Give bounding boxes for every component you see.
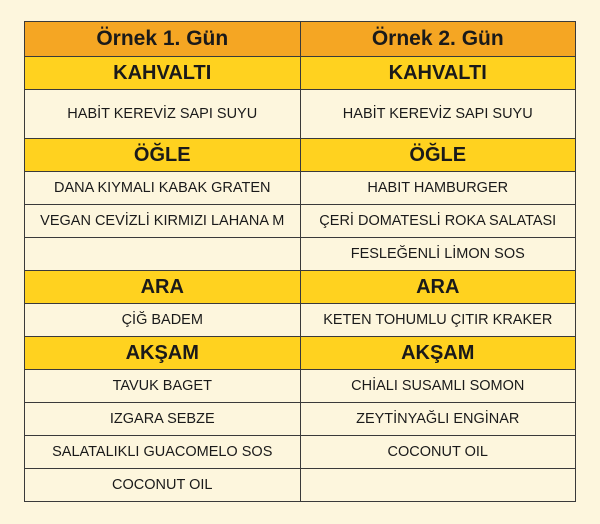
meal-item: COCONUT OIL [25,469,301,502]
meal-item: HABIT HAMBURGER [300,172,576,205]
table-row [25,469,576,502]
day-1-header: Örnek 1. Gün [25,22,301,57]
table-row [25,403,576,436]
section-label: ARA [300,271,576,304]
table-row [25,370,576,403]
meal-item: ÇERİ DOMATESLİ ROKA SALATASI [300,205,576,238]
section-label: ÖĞLE [25,139,301,172]
section-label: ARA [25,271,301,304]
table-row [25,436,576,469]
section-row-breakfast [25,57,576,90]
section-row-snack [25,271,576,304]
table-row [25,238,576,271]
section-label: KAHVALTI [300,57,576,90]
meal-item: HABİT KEREVİZ SAPI SUYU [25,90,301,139]
section-label: ÖĞLE [300,139,576,172]
table-row [25,172,576,205]
day-2-header: Örnek 2. Gün [300,22,576,57]
meal-item: FESLEĞENLİ LİMON SOS [300,238,576,271]
meal-item: TAVUK BAGET [25,370,301,403]
meal-item: VEGAN CEVİZLİ KIRMIZI LAHANA M [25,205,301,238]
meal-item [25,238,301,271]
section-label: AKŞAM [25,337,301,370]
meal-item [300,469,576,502]
meal-item: ZEYTİNYAĞLI ENGİNAR [300,403,576,436]
meal-item: HABİT KEREVİZ SAPI SUYU [300,90,576,139]
meal-item: IZGARA SEBZE [25,403,301,436]
meal-item: SALATALIKLI GUACOMELO SOS [25,436,301,469]
table-row [25,90,576,139]
section-label: KAHVALTI [25,57,301,90]
meal-item: COCONUT OIL [300,436,576,469]
section-label: AKŞAM [300,337,576,370]
header-row [25,22,576,57]
table-row [25,205,576,238]
meal-plan-table [24,21,576,502]
table-row [25,304,576,337]
meal-item: DANA KIYMALI KABAK GRATEN [25,172,301,205]
section-row-lunch [25,139,576,172]
section-row-dinner [25,337,576,370]
meal-item: KETEN TOHUMLU ÇITIR KRAKER [300,304,576,337]
meal-item: CHİALI SUSAMLI SOMON [300,370,576,403]
meal-item: ÇİĞ BADEM [25,304,301,337]
